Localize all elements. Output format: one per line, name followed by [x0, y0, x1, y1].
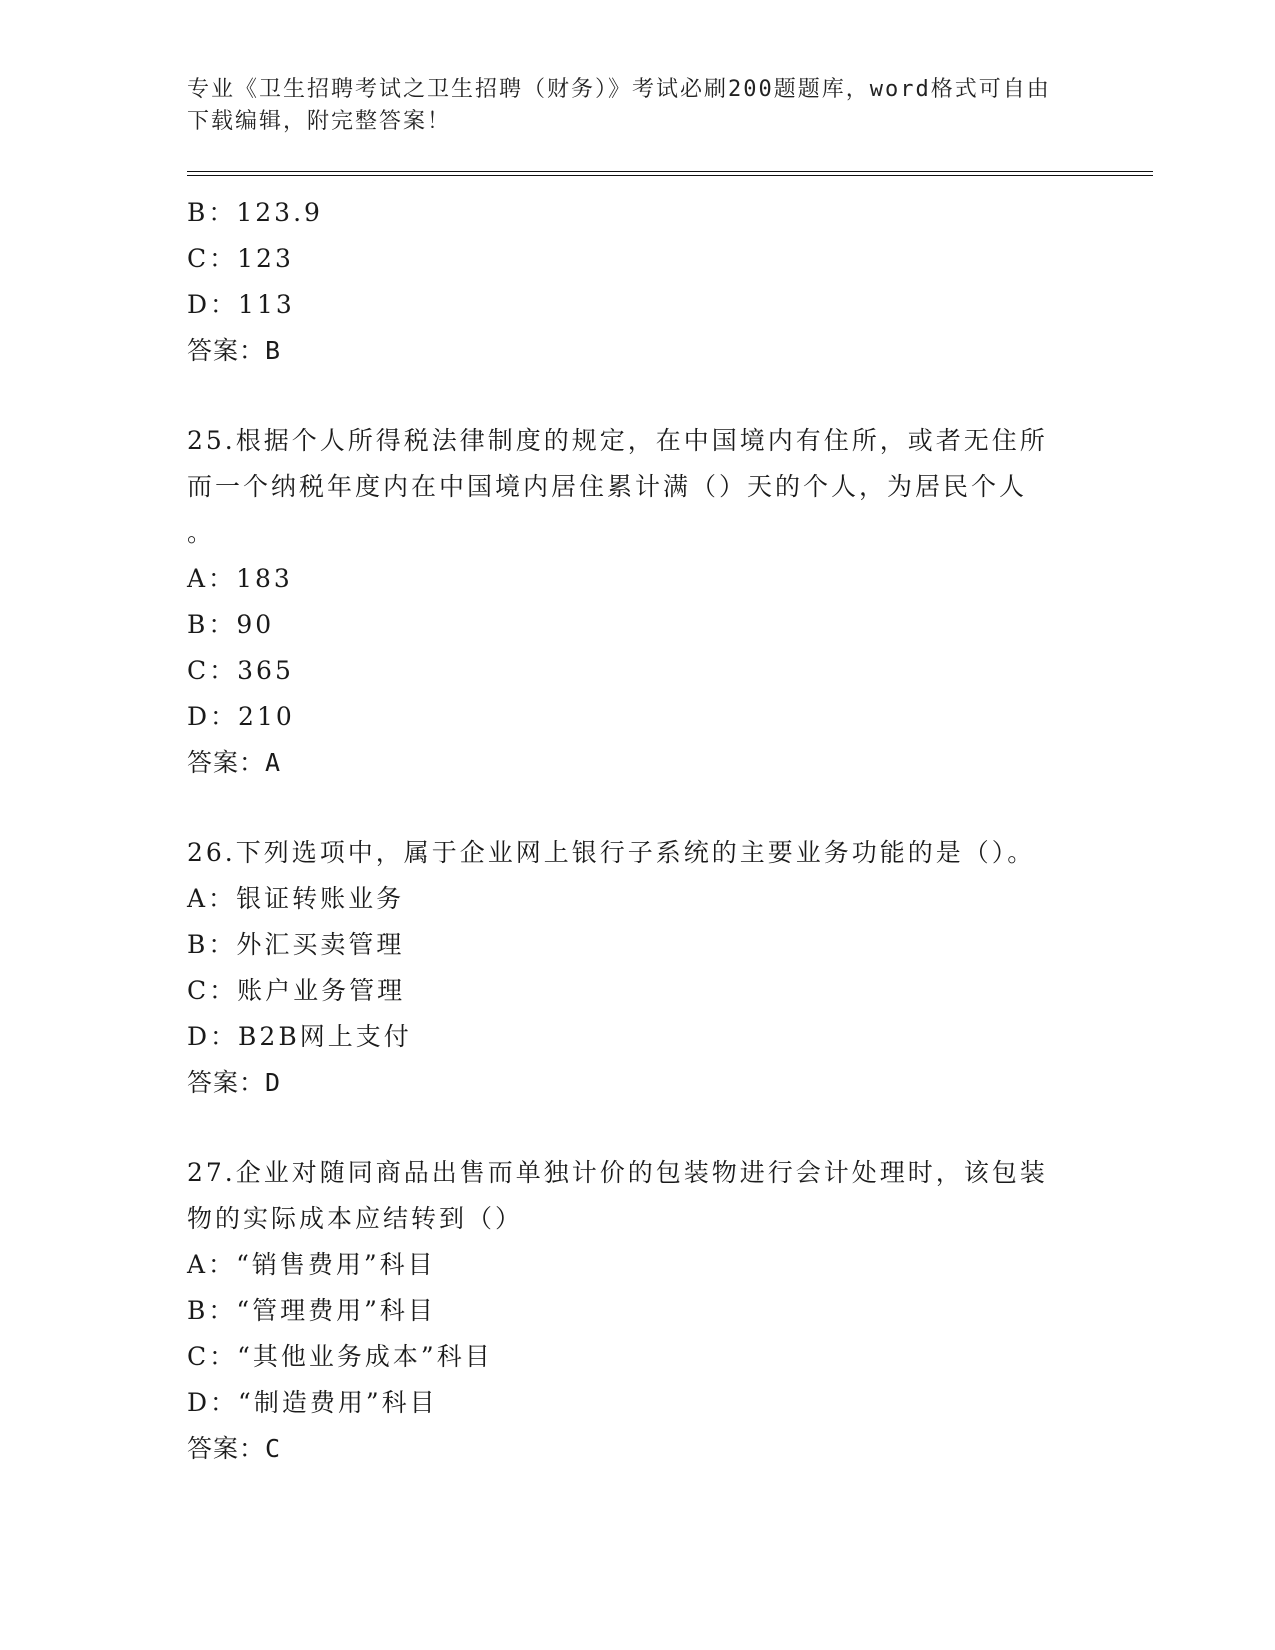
option-text: 账户业务管理 [237, 976, 406, 1005]
option-c [187, 648, 1087, 694]
option-text: 银证转账业务 [236, 884, 405, 913]
option-text: “其他业务成本”科目 [237, 1342, 493, 1371]
question-stem-line: 26.下列选项中，属于企业网上银行子系统的主要业务功能的是（）。 [187, 838, 1036, 867]
answer-line [187, 1060, 1087, 1106]
option-text: 183 [236, 564, 293, 593]
question-24-continuation [187, 190, 1087, 374]
option-text: 外汇买卖管理 [236, 930, 405, 959]
answer-value: C [265, 1434, 282, 1463]
option-text: “制造费用”科目 [238, 1388, 438, 1417]
question-27 [187, 1150, 1087, 1472]
question-stem-line: 27.企业对随同商品出售而单独计价的包装物进行会计处理时，该包装 [187, 1158, 1048, 1187]
question-content [187, 190, 1087, 1472]
document-header [187, 74, 1067, 138]
option-key: D： [187, 1388, 239, 1417]
option-key: A： [187, 1250, 237, 1279]
option-b [187, 922, 1087, 968]
option-key: D： [187, 290, 239, 319]
question-gap [187, 786, 1087, 830]
option-d [187, 1014, 1087, 1060]
option-b [187, 602, 1087, 648]
option-key: C： [187, 656, 238, 685]
option-text: 113 [238, 290, 295, 319]
answer-label: 答案： [187, 748, 266, 777]
answer-line [187, 328, 1087, 374]
option-key: A： [187, 564, 237, 593]
option-key: B： [187, 198, 237, 227]
option-text: 365 [237, 656, 294, 685]
option-key: C： [187, 244, 238, 273]
question-stem-line: 物的实际成本应结转到（） [187, 1204, 524, 1233]
answer-label: 答案： [187, 336, 266, 365]
header-title: 专业《卫生招聘考试之卫生招聘（财务）》考试必刷200题题库，word格式可自由下载编辑，附完整答案！ [187, 77, 1051, 134]
question-stem-line: 25.根据个人所得税法律制度的规定，在中国境内有住所，或者无住所 [187, 426, 1048, 455]
option-text: “销售费用”科目 [236, 1250, 436, 1279]
question-gap [187, 1106, 1087, 1150]
option-key: B： [187, 1296, 237, 1325]
option-d [187, 282, 1087, 328]
option-a [187, 1242, 1087, 1288]
answer-line [187, 1426, 1087, 1472]
option-key: A： [187, 884, 237, 913]
header-divider-bottom [187, 175, 1153, 176]
answer-label: 答案： [187, 1068, 266, 1097]
answer-label: 答案： [187, 1434, 266, 1463]
option-key: B： [187, 930, 237, 959]
option-key: C： [187, 976, 238, 1005]
answer-value: A [265, 748, 282, 777]
option-text: “管理费用”科目 [236, 1296, 436, 1325]
header-divider-top [187, 171, 1153, 172]
option-text: 123.9 [236, 198, 323, 227]
option-key: C： [187, 1342, 238, 1371]
option-c [187, 1334, 1087, 1380]
answer-value: B [265, 336, 282, 365]
question-gap [187, 374, 1087, 418]
option-d [187, 1380, 1087, 1426]
option-key: B： [187, 610, 237, 639]
option-c [187, 968, 1087, 1014]
option-c [187, 236, 1087, 282]
option-text: 210 [238, 702, 295, 731]
option-a [187, 556, 1087, 602]
option-b [187, 1288, 1087, 1334]
option-key: D： [187, 702, 239, 731]
option-a [187, 876, 1087, 922]
option-key: D： [187, 1022, 239, 1051]
question-25 [187, 418, 1087, 786]
option-b [187, 190, 1087, 236]
option-text: 123 [237, 244, 294, 273]
option-text: 90 [236, 610, 275, 639]
question-26 [187, 830, 1087, 1106]
answer-value: D [265, 1068, 282, 1097]
option-d [187, 694, 1087, 740]
question-stem-line: 。 [187, 518, 216, 547]
question-stem-line: 而一个纳税年度内在中国境内居住累计满（）天的个人，为居民个人 [187, 472, 1028, 501]
option-text: B2B网上支付 [238, 1022, 412, 1051]
answer-line [187, 740, 1087, 786]
